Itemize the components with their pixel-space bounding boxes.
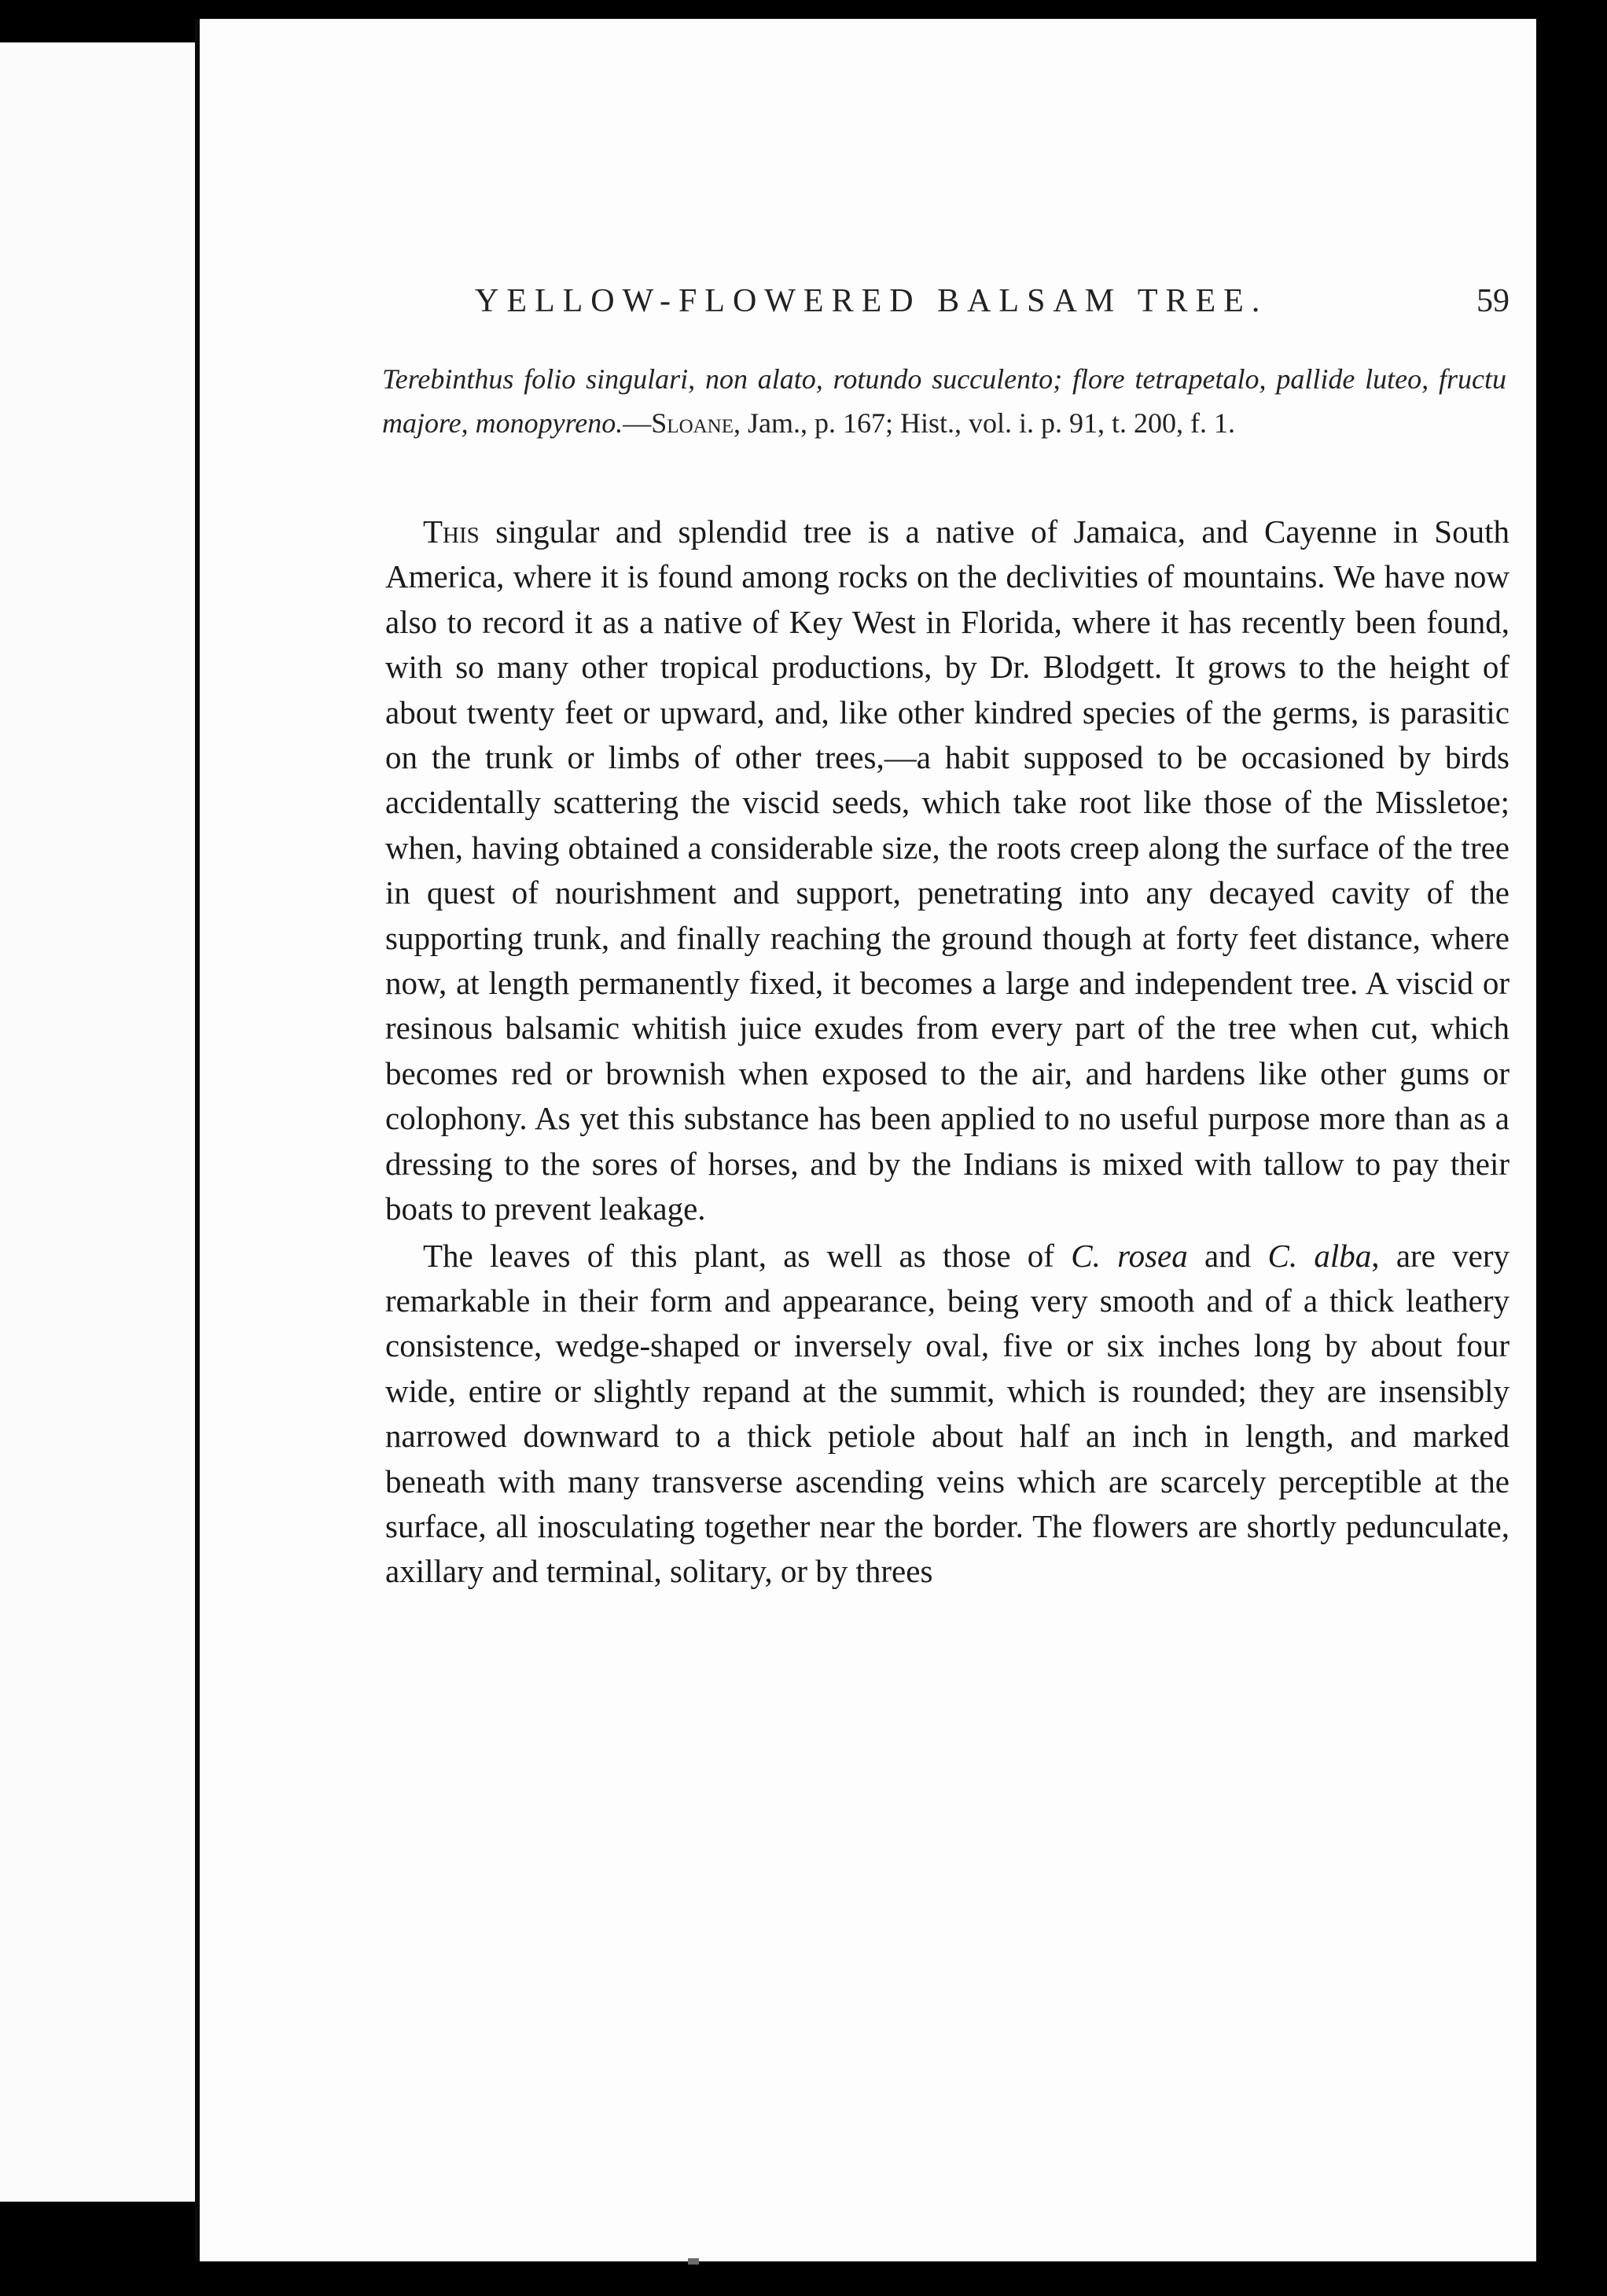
citation-dash: —	[623, 407, 652, 439]
book-page	[195, 19, 1536, 2261]
paragraph-2	[385, 1234, 1510, 1595]
species-name-alba: C. alba	[1267, 1237, 1372, 1274]
paragraph-1-text: singular and splendid tree is a native of Jamaica, and Cayenne in South America, where it is found among rocks on the declivities of mountains. We have now also to record it as a native of Key West in Florida, where it has recently been found, with so many other tropical productions, by Dr. Blodgett. It grows to the height of about twenty feet or upward, and, like other kindred species of the germs, is parasitic on the trunk or limbs of other trees,—a habit supposed to be occasioned by birds accidentally scattering the viscid seeds, which take root like those of the Missletoe; when, having obtained a considerable size, the roots creep along the surface of the tree in quest of nourishment and support, penetrating into any decayed cavity of the supporting trunk, and finally reaching the ground though at forty feet distance, where now, at length permanently fixed, it becomes a large and independent tree. A viscid or resinous balsamic whitish juice exudes from every part of the tree when cut, which becomes red or brownish when exposed to the air, and hardens like other gums or colophony. As yet this substance has been applied to no useful purpose more than as a dressing to the sores of horses, and by the Indians is mixed with tallow to pay their boats to prevent leakage.	[385, 513, 1510, 1227]
synonymy-citation	[382, 357, 1506, 445]
page-number: 59	[1476, 283, 1510, 319]
scan-speck	[688, 2258, 699, 2265]
running-head-title: YELLOW-FLOWERED BALSAM TREE.	[475, 283, 1268, 319]
paragraph-lead-word: This	[423, 513, 480, 550]
latin-description: Terebinthus folio singulari, non alato, rotundo succulento; flore tetrapetalo, pallide luteo, fructu majore, monopyreno.	[382, 363, 1506, 439]
paragraph-2-text-b: and	[1187, 1237, 1268, 1274]
species-name-rosea: C. rosea	[1071, 1237, 1188, 1274]
paragraph-2-text-a: The leaves of this plant, as well as those of	[423, 1237, 1072, 1274]
body-text	[385, 510, 1510, 1596]
citation-author: Sloane	[651, 407, 734, 439]
paragraph-2-text-c: , are very remarkable in their form and appearance, being very smooth and of a thick leathery consistence, wedge-shaped or inversely oval, five or six inches long by about four wide, entire or slightly repand at the summit, which is rounded; they are insensibly narrowed downward to a thick petiole about half an inch in length, and marked beneath with many transverse ascending veins which are scarcely perceptible at the surface, all inosculating together near the border. The flowers are shortly pedunculate, axillary and terminal, solitary, or by threes	[385, 1237, 1510, 1590]
running-head	[475, 282, 1510, 329]
paragraph-1	[385, 510, 1510, 1232]
citation-reference: , Jam., p. 167; Hist., vol. i. p. 91, t. 200, f. 1.	[734, 407, 1236, 439]
